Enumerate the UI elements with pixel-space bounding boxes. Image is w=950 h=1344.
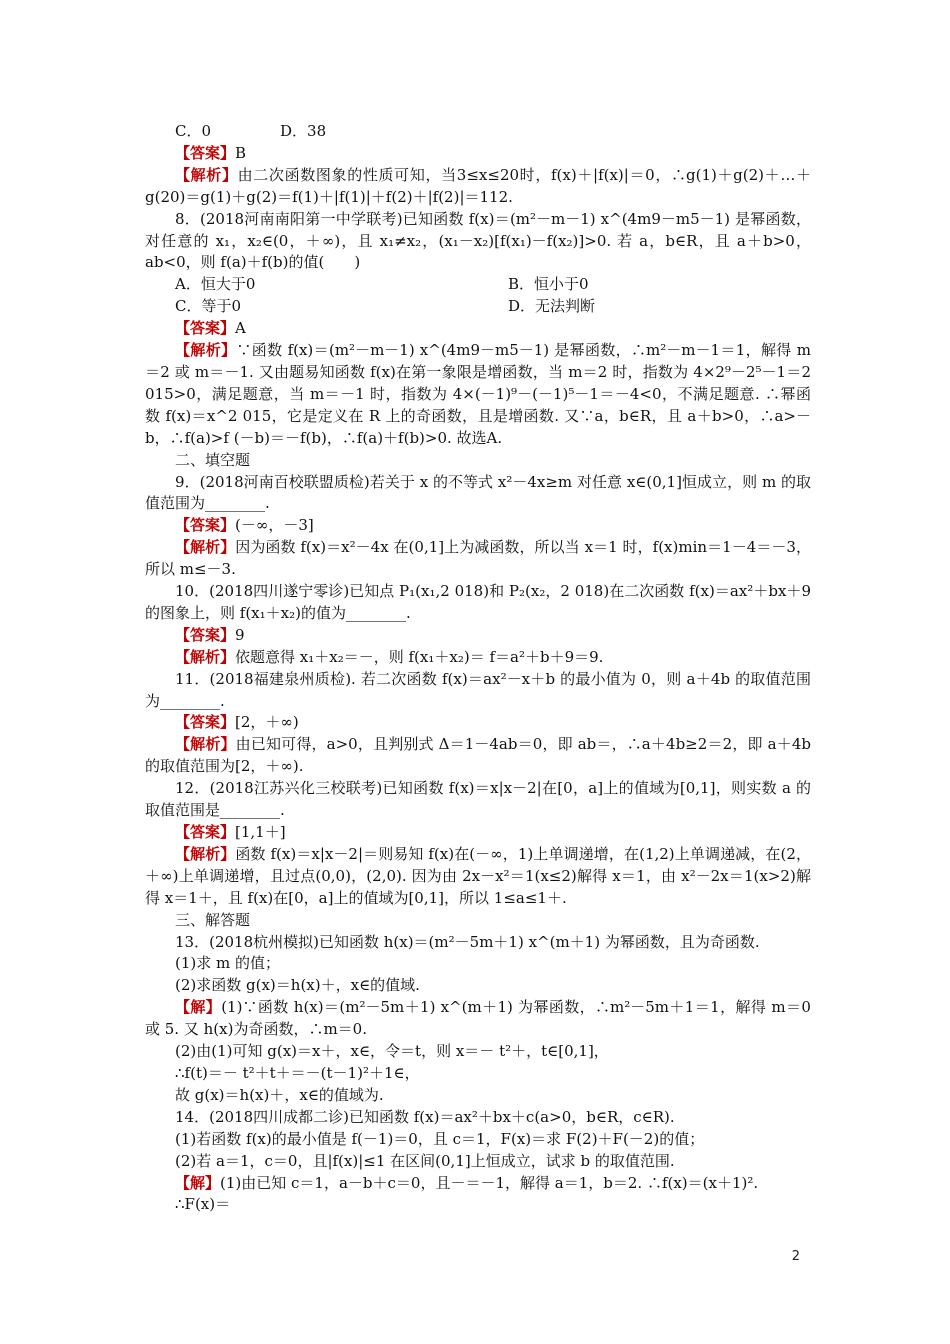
answer-text: (－∞，－3] (235, 516, 314, 535)
analysis-tag: 【解析】 (175, 165, 238, 184)
option-c: C．等于0 (175, 297, 242, 316)
analysis-line (145, 340, 811, 450)
answer-line (145, 712, 811, 734)
question-14: 14．(2018四川成都二诊)已知函数 f(x)＝ax²＋bx＋c(a>0，b∈R，c∈R). (175, 1107, 675, 1126)
solution-step: ∴F(x)＝ (175, 1195, 231, 1214)
answer-line (145, 143, 811, 165)
analysis-text: 由已知可得，a>0，且判别式 Δ＝1－4ab＝0，即 ab＝，∴a＋4b≥2＝2，即 a＋4b 的取值范围为[2，＋∞). (145, 735, 811, 776)
sub-question: (2)若 a＝1，c＝0，且|f(x)|≤1 在区间(0,1]上恒成立，试求 b 的取值范围. (175, 1151, 675, 1170)
solution-text: (1)∵函数 h(x)＝(m²－5m＋1) x^(m＋1) 为幂函数，∴m²－5m＋1＝1，解得 m＝0 或 5. 又 h(x)为奇函数，∴m＝0. (145, 998, 811, 1039)
analysis-text: ∵函数 f(x)＝(m²－m－1) x^(4m9－m5－1) 是幂函数，∴m²－m－1＝1，解得 m＝2 或 m＝－1. 又由题易知函数 f(x)在第一象限是增函数，当 m＝2 时，指数为 4×2⁹－2⁵－1＝2 015>0，满足题意，当 m＝－1 时，指数为 4×(－1)⁹－(－1)⁵－1＝－4<0，不满足题意. ∴幂函数 f(x)＝x^2 015，它是定义在 R 上的奇函数，且是增函数. 又∵a，b∈R，且 a＋b>0，∴a>－b，∴f(a)>f (－b)＝－f(b)，∴f(a)＋f(b)>0. 故选A. (145, 341, 811, 447)
solution-tag: 【解】 (175, 1173, 221, 1192)
solution-step: 故 g(x)＝h(x)＋，x∈的值域为. (175, 1085, 384, 1104)
options-row (145, 296, 811, 318)
answer-text: A (235, 319, 246, 338)
analysis-line (145, 537, 811, 581)
question-12: 12．(2018江苏兴化三校联考)已知函数 f(x)＝x|x－2|在[0，a]上的值域为[0,1]，则实数 a 的取值范围是________. (145, 779, 811, 820)
analysis-text: 因为函数 f(x)＝x²－4x 在(0,1]上为减函数，所以当 x＝1 时，f(x)min＝1－4＝－3，所以 m≤－3. (145, 538, 811, 579)
answer-tag: 【答案】 (175, 516, 236, 535)
page-number: 2 (791, 1249, 800, 1264)
sub-question: (1)若函数 f(x)的最小值是 f(－1)＝0，且 c＝1，F(x)＝求 F(2)＋F(－2)的值； (175, 1129, 705, 1148)
analysis-line (145, 844, 811, 910)
solution-tag: 【解】 (175, 998, 222, 1017)
answer-line (145, 822, 811, 844)
answer-tag: 【答案】 (175, 625, 236, 644)
solution-text: (1)由已知 c＝1，a－b＋c＝0，且－＝－1，解得 a＝1，b＝2. ∴f(x)＝(x＋1)². (220, 1173, 759, 1192)
options-row (145, 121, 811, 143)
analysis-tag: 【解析】 (175, 735, 236, 754)
question-9: 9．(2018河南百校联盟质检)若关于 x 的不等式 x²－4x≥m 对任意 x∈(0,1]恒成立，则 m 的取值范围为________. (145, 472, 811, 513)
analysis-tag: 【解析】 (175, 647, 236, 666)
solution-line (145, 997, 811, 1041)
analysis-tag: 【解析】 (175, 844, 236, 863)
sub-question: (1)求 m 的值； (175, 954, 281, 973)
answer-line (145, 515, 811, 537)
option-c: C．0 (175, 122, 212, 140)
answer-text: 9 (235, 625, 245, 644)
answer-tag: 【答案】 (175, 143, 236, 162)
solution-step: ∴f(t)＝－ t²＋t＋＝－(t－1)²＋1∈， (175, 1063, 420, 1082)
section-heading: 二、填空题 (175, 450, 251, 469)
section-heading: 三、解答题 (175, 910, 251, 929)
option-b: B．恒小于0 (508, 275, 589, 294)
analysis-text: 依题意得 x₁＋x₂＝－，则 f(x₁＋x₂)＝ f＝a²＋b＋9＝9. (235, 647, 604, 666)
analysis-line (145, 734, 811, 778)
analysis-text: 由二次函数图象的性质可知，当3≤x≤20时，f(x)＋|f(x)|＝0，∴g(1)＋g(2)＋…＋g(20)＝g(1)＋g(2)＝f(1)＋|f(1)|＋f(2)＋|f(2)|＝112. (145, 165, 811, 206)
answer-tag: 【答案】 (175, 319, 236, 338)
answer-tag: 【答案】 (175, 823, 236, 841)
option-a: A．恒大于0 (175, 275, 256, 294)
analysis-tag: 【解析】 (175, 341, 237, 360)
answer-line (145, 625, 811, 647)
answer-text: [1,1＋] (235, 823, 286, 841)
options-row (145, 274, 811, 296)
question-8: 8．(2018河南南阳第一中学联考)已知函数 f(x)＝(m²－m－1) x^(4m9－m5－1) 是幂函数，对任意的 x₁，x₂∈(0，＋∞)，且 x₁≠x₂，(x₁－x₂)[f(x₁)－f(x₂)]>0. 若 a，b∈R，且 a＋b>0，ab<0，则 f(a)＋f(b)的值( ) (145, 209, 811, 272)
solution-line (145, 1173, 811, 1195)
answer-tag: 【答案】 (175, 713, 236, 732)
question-13: 13．(2018杭州模拟)已知函数 h(x)＝(m²－5m＋1) x^(m＋1) 为幂函数，且为奇函数. (175, 932, 760, 951)
question-10: 10．(2018四川遂宁零诊)已知点 P₁(x₁,2 018)和 P₂(x₂，2 018)在二次函数 f(x)＝ax²＋bx＋9 的图象上，则 f(x₁＋x₂)的值为________. (145, 582, 811, 622)
solution-step: (2)由(1)可知 g(x)＝x＋，x∈，令＝t，则 x＝－ t²＋，t∈[0,1]， (175, 1042, 609, 1061)
sub-question: (2)求函数 g(x)＝h(x)＋，x∈的值域. (175, 976, 420, 995)
analysis-tag: 【解析】 (175, 538, 236, 557)
page-content (145, 121, 811, 1216)
answer-text: [2，＋∞) (235, 713, 299, 732)
question-11: 11．(2018福建泉州质检). 若二次函数 f(x)＝ax²－x＋b 的最小值为 0，则 a＋4b 的取值范围为________. (145, 669, 811, 710)
analysis-line (145, 647, 811, 669)
analysis-line (145, 165, 811, 209)
answer-line (145, 318, 811, 340)
answer-text: B (235, 143, 247, 162)
option-d: D．38 (280, 122, 327, 140)
option-d: D．无法判断 (508, 297, 596, 316)
analysis-text: 函数 f(x)＝x|x－2|＝则易知 f(x)在(－∞，1)上单调递增，在(1,2)上单调递减，在(2，＋∞)上单调递增，且过点(0,0)，(2,0). 因为由 2x－x²＝1(x≤2)解得 x＝1，由 x²－2x＝1(x>2)解得 x＝1＋，且 f(x)在[0，a]上的值域为[0,1]，所以 1≤a≤1＋. (145, 844, 811, 907)
